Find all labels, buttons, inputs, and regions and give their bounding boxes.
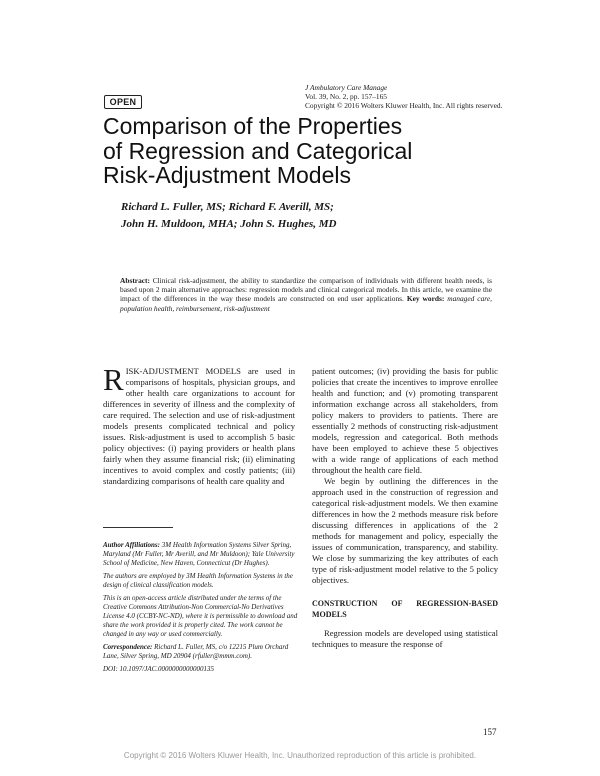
keywords-text: managed care, population health, reimbursement, risk-adjustment <box>120 294 492 313</box>
body-column-left <box>103 362 295 487</box>
footnote-divider <box>103 527 173 528</box>
license-note: This is an open-access article distributed under the terms of the Creative Commons Attribution-Non Commercial-No Derivatives License 4.0 (CCBY-NC-ND), where it is permissible to download and share the work provided it is properly cited. The work cannot be changed in any way or used commercially. <box>103 594 298 638</box>
drop-cap: R <box>103 362 124 397</box>
doi: DOI: 10.1097/JAC.0000000000000135 <box>103 665 215 673</box>
copyright-footer: Copyright © 2016 Wolters Kluwer Health, Inc. Unauthorized reproduction of this article is prohibited. <box>123 751 477 760</box>
page-number: 157 <box>483 727 497 737</box>
keywords-label: Key words: <box>406 294 445 304</box>
authors-line-2: John H. Muldoon, MHA; John S. Hughes, MD <box>121 217 337 230</box>
intro-smallcaps: ISK-ADJUSTMENT MODELS <box>125 366 241 376</box>
author-notes <box>103 541 299 678</box>
abstract <box>120 276 492 313</box>
affiliations-text: 3M Health Information Systems Silver Spring, Maryland (Mr Fuller, Mr Averill, and Mr Muldoon); Yale University School of Medicine, New Haven, Connecticut (Dr Hughes). <box>103 541 295 567</box>
journal-name: J Ambulatory Care Manage <box>305 83 388 92</box>
abstract-text: Clinical risk-adjustment, the ability to standardize the comparison of individuals with different health needs, is based upon 2 main alternative approaches: regression models and clinical categorical models. In this article, we examine the impact of the differences in the way these models are constructed on end user applications. <box>120 276 492 304</box>
body-column-right <box>312 366 498 650</box>
title-line-2: of Regression and Categorical <box>103 137 413 164</box>
title-line-1: Comparison of the Properties <box>103 113 403 139</box>
correspondence-text: Richard L. Fuller, MS, c/o 12215 Plum Orchard Lane, Silver Spring, MD 20904 (rfuller@mmm.com). <box>103 643 289 660</box>
section-heading: CONSTRUCTION OF REGRESSION-BASED MODELS <box>312 599 498 619</box>
article-title <box>103 114 463 188</box>
col2-paragraph-2: We begin by outlining the differences in the approach used in the construction of regression and categorical risk-adjustment models. We then examine differences in how the 2 methods measure risk before discussing differences in applications of the 2 methods for management and policy, especially the issues of communication, transparency, and stability. We close by summarizing the key attributes of each type of risk-adjustment model relative to the 5 policy objectives. <box>312 476 498 585</box>
title-line-3: Risk-Adjustment Models <box>103 162 351 188</box>
intro-text: are used in comparisons of hospitals, physician groups, and other health care organizations to account for differences in severity of illness and the complexity of care required. The selection and use of risk-adjustment models presents complicated technical and policy issues. Risk-adjustment is used to accomplish 5 basic policy objectives: (i) paying providers or health plans fairly when they assume financial risk; (ii) eliminating incentives to avoid complex and costly patients; (iii) standardizing comparisons of health care quality and <box>103 366 295 486</box>
employment-note: The authors are employed by 3M Health Information Systems in the design of clinical classification models. <box>103 572 293 589</box>
col2-paragraph-1: patient outcomes; (iv) providing the basis for public policies that create the incentives to improve enrollee health and function; and (v) promoting transparent information exchange across all stakeholders, from policy makers to providers to patients. There are essentially 2 methods of constructing risk-adjustment models, regression and categorical. Both methods have been employed to achieve these 5 objectives with a wide range of applications of each method throughout the health care field. <box>312 366 498 475</box>
author-list <box>121 199 441 232</box>
open-access-badge: OPEN <box>104 95 142 109</box>
journal-volume: Vol. 39, No. 2, pp. 157–165 <box>305 92 387 101</box>
journal-copyright: Copyright © 2016 Wolters Kluwer Health, Inc. All rights reserved. <box>305 101 503 110</box>
affiliations-label: Author Affiliations: <box>103 541 160 549</box>
abstract-label: Abstract: <box>120 276 150 285</box>
col2-paragraph-3: Regression models are developed using statistical techniques to measure the response of <box>312 628 498 649</box>
authors-line-1: Richard L. Fuller, MS; Richard F. Averill, MS; <box>121 201 334 213</box>
correspondence-label: Correspondence: <box>103 643 153 651</box>
journal-info <box>305 83 502 110</box>
